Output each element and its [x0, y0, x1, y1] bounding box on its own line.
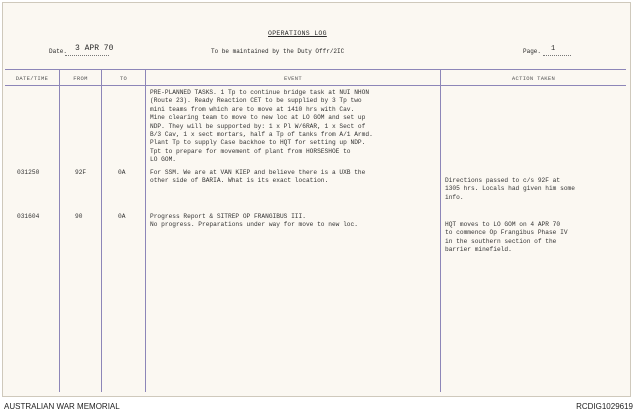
table-row-3-to: 0A	[118, 213, 126, 220]
date-value: 3 APR 70	[75, 44, 114, 53]
table-row-2-to: 0A	[118, 169, 126, 176]
table-row-3-datetime: 031604	[17, 213, 40, 220]
date-underline	[65, 55, 109, 56]
column-header-action: ACTION TAKEN	[511, 75, 556, 82]
table-row-2-from: 92F	[75, 169, 87, 176]
table-top-rule	[5, 69, 626, 70]
table-row-2-datetime: 031250	[17, 169, 40, 176]
page-number-label: Page.	[523, 48, 542, 55]
date-label: Date.	[49, 48, 68, 55]
column-header-to: TO	[119, 75, 128, 82]
table-row-3-from: 90	[75, 213, 83, 220]
page-number-underline	[543, 55, 571, 56]
table-row-3-action: HQT moves to LO GOM on 4 APR 70 to commence Op Frangibus Phase IV in the southern section of the barrier minefield.	[445, 221, 568, 254]
table-header-rule	[5, 85, 626, 86]
footer-record-id: RCDIG1029619	[576, 402, 633, 411]
page-title: OPERATIONS LOG	[268, 30, 327, 37]
column-divider-3	[145, 69, 146, 392]
column-header-datetime: DATE/TIME	[15, 75, 49, 82]
page-number-value: 1	[551, 45, 556, 53]
log-sheet	[2, 2, 631, 397]
column-header-event: EVENT	[283, 75, 302, 82]
footer-archive-name: AUSTRALIAN WAR MEMORIAL	[4, 402, 120, 411]
column-divider-2	[101, 69, 102, 392]
table-row-2-action: Directions passed to c/s 92F at 1305 hrs. Locals had given him some info.	[445, 177, 575, 201]
column-divider-1	[59, 69, 60, 392]
table-row-2-event: For SSM. We are at VAN KIEP and believe there is a UXB the other side of BARIA. What is its exact location.	[150, 169, 366, 185]
column-divider-4	[440, 69, 441, 392]
column-header-from: FROM	[73, 75, 88, 82]
table-row-1-event: PRE-PLANNED TASKS. 1 Tp to continue bridge task at NUI NHON (Route 23). Ready Reaction CET to be supplied by 3 Tp two mini teams from which are to move at 1410 hrs with Cav. Mine clearing team to move to new loc at LO GOM and set up NDP. They will be supported by: 1 x Pl W/6RAR, 1 x Sect of B/3 Cav, 1 x sect mortars, half a Tp of tanks from A/1 Armd. Plant Tp to supply Case backhoe to HQT for setting up NDP. Tpt to prepare for movement of plant from HORSESHOE to LO GOM.	[150, 89, 373, 164]
table-row-3-event: Progress Report & SITREP OP FRANGIBUS III. No progress. Preparations under way for move to new loc.	[150, 213, 358, 229]
page-subtitle: To be maintained by the Duty Offr/2IC	[211, 48, 345, 55]
